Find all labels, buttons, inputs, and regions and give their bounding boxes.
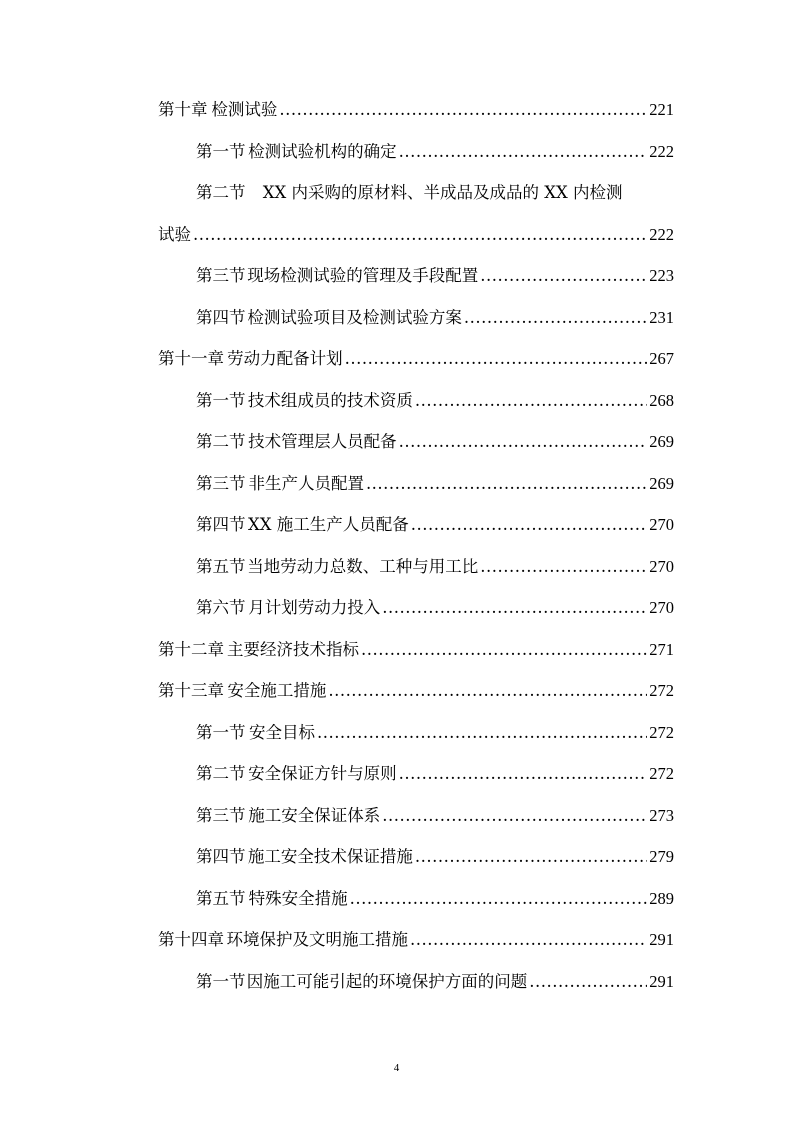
dot-leader xyxy=(345,338,648,380)
toc-label: 第三节 xyxy=(196,266,246,285)
toc-label: 第三节 xyxy=(196,805,246,825)
toc-label: 第三节 xyxy=(196,473,246,493)
toc-title: 技术组成员的技术资质 xyxy=(247,390,413,410)
toc-label: 第十四章 xyxy=(158,930,224,949)
toc-entry-section[interactable] xyxy=(158,753,674,795)
toc-title: 因施工可能引起的环境保护方面的问题 xyxy=(246,971,528,991)
toc-label: 第十章 xyxy=(158,100,208,119)
toc-title: 技术管理层人员配备 xyxy=(248,432,397,451)
dot-leader xyxy=(382,587,647,629)
toc-page: 270 xyxy=(649,598,674,617)
toc-label: 第四节 xyxy=(196,847,246,866)
toc-label: 第二节 xyxy=(196,764,246,783)
toc-title: 环境保护及文明施工措施 xyxy=(226,930,408,949)
toc-label: 第一节 xyxy=(196,390,246,410)
dot-leader xyxy=(279,89,647,131)
toc-page: 222 xyxy=(649,224,674,244)
toc-title-line1: XX 内采购的原材料、半成品及成品的 XX 内检测 xyxy=(262,183,623,202)
footer-page-number: 4 xyxy=(393,1062,400,1074)
toc-entry-section[interactable] xyxy=(158,131,674,173)
toc-entry-section[interactable] xyxy=(158,380,674,422)
toc-entry-section[interactable] xyxy=(158,463,674,505)
toc-label: 第六节 xyxy=(196,598,246,617)
dot-leader xyxy=(328,670,647,712)
toc-page: 272 xyxy=(649,681,674,700)
dot-leader xyxy=(382,795,647,837)
dot-leader xyxy=(317,712,647,754)
toc-title: 安全目标 xyxy=(248,722,315,742)
toc-entry-section[interactable] xyxy=(158,504,674,546)
toc-title: 检测试验项目及检测试验方案 xyxy=(247,307,462,327)
toc-page: 270 xyxy=(649,515,674,534)
dot-leader xyxy=(399,131,648,173)
toc-title: 施工安全保证体系 xyxy=(248,805,381,825)
dot-leader xyxy=(415,380,647,422)
toc-page: 271 xyxy=(649,639,674,659)
toc-title: 特殊安全措施 xyxy=(248,888,348,908)
toc-label: 第一节 xyxy=(196,141,246,161)
toc-page: 272 xyxy=(649,764,674,783)
toc-label: 第四节 xyxy=(196,515,246,534)
toc-label: 第一节 xyxy=(196,971,246,991)
dot-leader xyxy=(480,255,647,297)
dot-leader xyxy=(464,297,647,339)
toc-label: 第二节 xyxy=(196,432,246,451)
toc-entry-chapter-14[interactable] xyxy=(158,919,674,961)
toc-entry-section[interactable] xyxy=(158,255,674,297)
toc-title: 劳动力配备计划 xyxy=(227,349,343,368)
toc-entry-chapter-13[interactable] xyxy=(158,670,674,712)
toc-title: 当地劳动力总数、工种与用工比 xyxy=(247,556,479,576)
toc-entry-section[interactable] xyxy=(158,587,674,629)
toc-entry-section[interactable] xyxy=(158,878,674,920)
toc-page: 272 xyxy=(649,722,674,742)
dot-leader xyxy=(529,961,647,1003)
table-of-contents xyxy=(158,89,674,1002)
toc-label: 第五节 xyxy=(196,888,246,908)
toc-page: 289 xyxy=(649,888,674,908)
toc-wrapped-second-line xyxy=(158,214,674,256)
toc-entry-section[interactable] xyxy=(158,421,674,463)
dot-leader xyxy=(399,421,648,463)
toc-label: 第十二章 xyxy=(158,639,224,659)
toc-entry-section[interactable] xyxy=(158,546,674,588)
toc-page: 291 xyxy=(649,971,674,991)
toc-page: 269 xyxy=(649,432,674,451)
toc-page: 269 xyxy=(649,473,674,493)
toc-page: 273 xyxy=(649,805,674,825)
toc-entry-section[interactable] xyxy=(158,795,674,837)
dot-leader xyxy=(415,836,647,878)
toc-title: 非生产人员配置 xyxy=(248,473,364,493)
toc-title: 检测试验机构的确定 xyxy=(248,141,397,161)
dot-leader xyxy=(193,214,647,256)
dot-leader xyxy=(361,629,647,671)
toc-wrapped-first-line xyxy=(158,172,674,214)
toc-title: 安全施工措施 xyxy=(227,681,327,700)
dot-leader xyxy=(366,463,647,505)
toc-entry-section[interactable] xyxy=(158,712,674,754)
toc-entry-section[interactable] xyxy=(158,836,674,878)
toc-label: 第四节 xyxy=(196,307,246,327)
toc-page: 231 xyxy=(649,307,674,327)
toc-entry-chapter-11[interactable] xyxy=(158,338,674,380)
toc-label: 第十三章 xyxy=(158,681,224,700)
toc-page: 221 xyxy=(649,100,674,119)
toc-page: 270 xyxy=(649,556,674,576)
toc-entry-chapter-10[interactable] xyxy=(158,89,674,131)
dot-leader xyxy=(399,753,648,795)
toc-title-line2: 试验 xyxy=(158,224,191,244)
toc-page: 268 xyxy=(649,390,674,410)
dot-leader xyxy=(411,504,648,546)
dot-leader xyxy=(350,878,648,920)
toc-title: 主要经济技术指标 xyxy=(226,639,359,659)
toc-entry-section-wrapped[interactable] xyxy=(158,172,674,255)
toc-label: 第一节 xyxy=(196,722,246,742)
toc-label: 第五节 xyxy=(196,556,246,576)
toc-page: 267 xyxy=(649,349,674,368)
dot-leader xyxy=(410,919,647,961)
toc-label: 第十一章 xyxy=(158,349,224,368)
toc-entry-chapter-12[interactable] xyxy=(158,629,674,671)
toc-page: 222 xyxy=(649,141,674,161)
toc-entry-section[interactable] xyxy=(158,961,674,1003)
toc-entry-section[interactable] xyxy=(158,297,674,339)
toc-page: 291 xyxy=(649,930,674,949)
toc-page: 279 xyxy=(649,847,674,866)
dot-leader xyxy=(480,546,647,588)
toc-title: 月计划劳动力投入 xyxy=(248,598,381,617)
toc-page: 223 xyxy=(649,266,674,285)
toc-title: 安全保证方针与原则 xyxy=(248,764,397,783)
toc-title: 检测试验 xyxy=(211,100,278,119)
toc-label: 第二节 xyxy=(196,183,246,202)
toc-title: 现场检测试验的管理及手段配置 xyxy=(247,266,479,285)
toc-title: 施工安全技术保证措施 xyxy=(247,847,413,866)
toc-title: XX 施工生产人员配备 xyxy=(247,515,409,534)
